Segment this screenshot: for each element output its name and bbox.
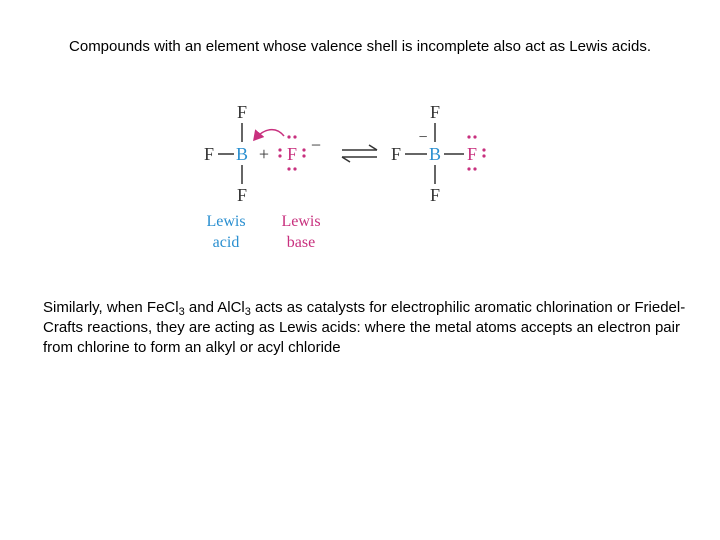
fluoride-fluorine: F	[286, 144, 298, 164]
body-paragraph	[43, 298, 688, 358]
reaction-diagram	[180, 96, 520, 256]
reactant-bottom-fluorine: F	[236, 185, 248, 205]
equilibrium-arrows	[342, 145, 377, 162]
plus-sign: +	[258, 144, 270, 164]
reactant-left-fluorine: F	[203, 144, 215, 164]
lewis-acid-label-line2: acid	[212, 234, 240, 251]
lewis-acid-label-line1: Lewis	[206, 213, 246, 230]
paragraph-text-1: Similarly, when FeCl	[43, 299, 179, 316]
fluoride-charge: −	[310, 135, 322, 155]
product-boron: B	[428, 144, 442, 164]
subscript-1: 3	[178, 306, 185, 318]
subscript-2: 3	[244, 306, 251, 318]
slide-heading: Compounds with an element whose valence shell is incomplete also act as Lewis acids.	[69, 38, 651, 55]
reactant-boron: B	[235, 144, 249, 164]
lewis-base-label-line2: base	[286, 234, 316, 251]
lewis-acid-base-reaction-figure	[180, 96, 520, 256]
paragraph-text-3: acts as catalysts for electrophilic aromatic chlorination or Friedel-Crafts reactions, they are acting as Lewis acids: where the metal atoms accepts an electron pair from chlorine to form an alkyl or acyl chloride	[43, 299, 686, 356]
product-top-fluorine: F	[429, 102, 441, 122]
product-boron-charge: −	[418, 129, 428, 146]
lewis-base-label-line1: Lewis	[281, 213, 321, 230]
product-left-fluorine: F	[390, 144, 402, 164]
product-right-fluorine: F	[466, 144, 478, 164]
electron-donation-arrow	[254, 130, 284, 140]
paragraph-text-2: and AlCl	[184, 299, 245, 316]
reactant-top-fluorine: F	[236, 102, 248, 122]
product-bottom-fluorine: F	[429, 185, 441, 205]
